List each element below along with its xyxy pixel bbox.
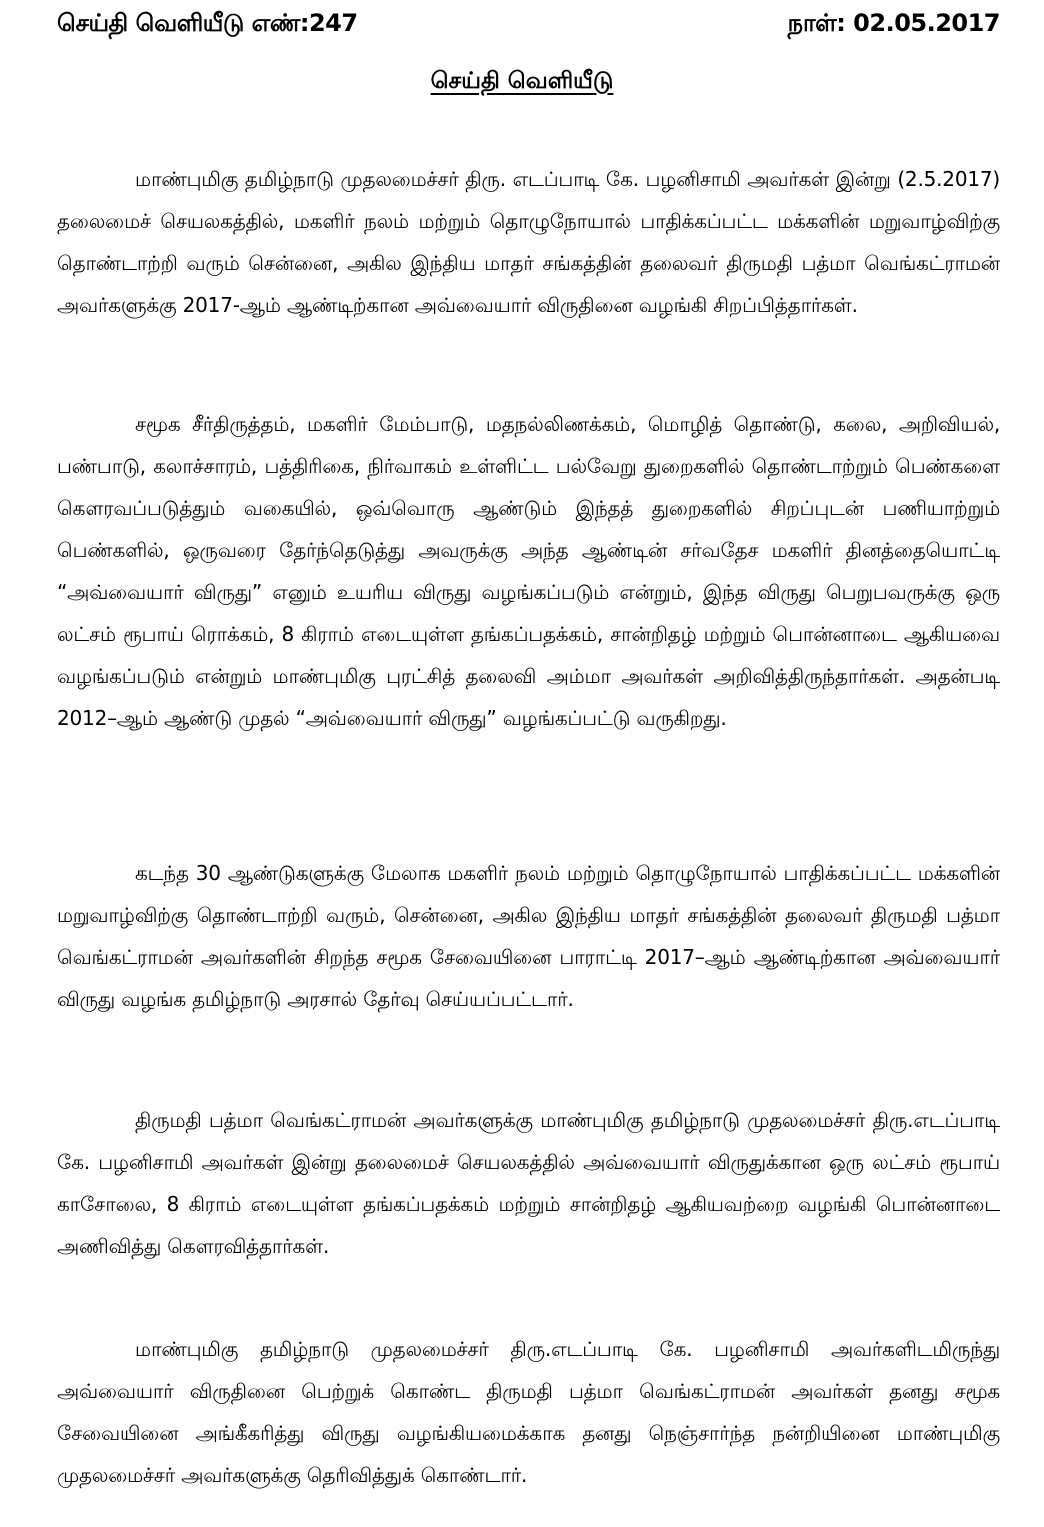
paragraph-5: மாண்புமிகு தமிழ்நாடு முதலமைச்சர் திரு.எடப்பாடி கே. பழனிசாமி அவர்களிடமிருந்து அவ்வையார் விருதினை பெற்றுக் கொண்ட திருமதி பத்மா வெங்கட்ராமன் அவர்கள் தனது சமூக சேவையினை அங்கீகரித்து விருது வழங்கியமைக்காக தனது நெஞ்சார்ந்த நன்றியினை மாண்புமிகு முதலமைச்சர் அவர்களுக்கு தெரிவித்துக் கொண்டார். [57,1337,1000,1487]
paragraph-3: கடந்த 30 ஆண்டுகளுக்கு மேலாக மகளிர் நலம் மற்றும் தொழுநோயால் பாதிக்கப்பட்ட மக்களின் மறுவாழ்விற்கு தொண்டாற்றி வரும், சென்னை, அகில இந்திய மாதர் சங்கத்தின் தலைவர் திருமதி பத்மா வெங்கட்ராமன் அவர்களின் சிறந்த சமூக சேவையினை பாராட்டி 2017–ஆம் ஆண்டிற்கான அவ்வையார் விருது வழங்க தமிழ்நாடு அரசால் தேர்வு செய்யப்பட்டார். [57,861,1000,1011]
paragraph-4: திருமதி பத்மா வெங்கட்ராமன் அவர்களுக்கு மாண்புமிகு தமிழ்நாடு முதலமைச்சர் திரு.எடப்பாடி கே. பழனிசாமி அவர்கள் இன்று தலைமைச் செயலகத்தில் அவ்வையார் விருதுக்கான ஒரு லட்சம் ரூபாய் காசோலை, 8 கிராம் எடையுள்ள தங்கப்பதக்கம் மற்றும் சான்றிதழ் ஆகியவற்றை வழங்கி பொன்னாடை அணிவித்து கௌரவித்தார்கள். [57,1108,1000,1258]
paragraph-1: மாண்புமிகு தமிழ்நாடு முதலமைச்சர் திரு. எடப்பாடி கே. பழனிசாமி அவர்கள் இன்று (2.5.2017) தலைமைச் செயலகத்தில், மகளிர் நலம் மற்றும் தொழுநோயால் பாதிக்கப்பட்ட மக்களின் மறுவாழ்விற்கு தொண்டாற்றி வரும் சென்னை, அகில இந்திய மாதர் சங்கத்தின் தலைவர் திருமதி பத்மா வெங்கட்ராமன் அவர்களுக்கு 2017-ஆம் ஆண்டிற்கான அவ்வையார் விருதினை வழங்கி சிறப்பித்தார்கள். [57,167,1000,317]
paragraph-2: சமூக சீர்திருத்தம், மகளிர் மேம்பாடு, மதநல்லிணக்கம், மொழித் தொண்டு, கலை, அறிவியல், பண்பாடு, கலாச்சாரம், பத்திரிகை, நிர்வாகம் உள்ளிட்ட பல்வேறு துறைகளில் தொண்டாற்றும் பெண்களை கௌரவப்படுத்தும் வகையில், ஒவ்வொரு ஆண்டும் இந்தத் துறைகளில் சிறப்புடன் பணியாற்றும் பெண்களில், ஒருவரை தேர்ந்தெடுத்து அவருக்கு அந்த ஆண்டின் சர்வதேச மகளிர் தினத்தையொட்டி “அவ்வையார் விருது” எனும் உயரிய விருது வழங்கப்படும் என்றும், இந்த விருது பெறுபவருக்கு ஒரு லட்சம் ரூபாய் ரொக்கம், 8 கிராம் எடையுள்ள தங்கப்பதக்கம், சான்றிதழ் மற்றும் பொன்னாடை ஆகியவை வழங்கப்படும் என்றும் மாண்புமிகு புரட்சித் தலைவி அம்மா அவர்கள் அறிவித்திருந்தார்கள். அதன்படி 2012–ஆம் ஆண்டு முதல் “அவ்வையார் விருது” வழங்கப்பட்டு வருகிறது. [57,412,1000,730]
release-number: செய்தி வெளியீடு எண்:247 [57,8,358,37]
header [57,4,1000,44]
release-date: நாள்: 02.05.2017 [787,8,1000,37]
page-title [0,68,1044,97]
page-title-text: செய்தி வெளியீடு [430,68,614,94]
